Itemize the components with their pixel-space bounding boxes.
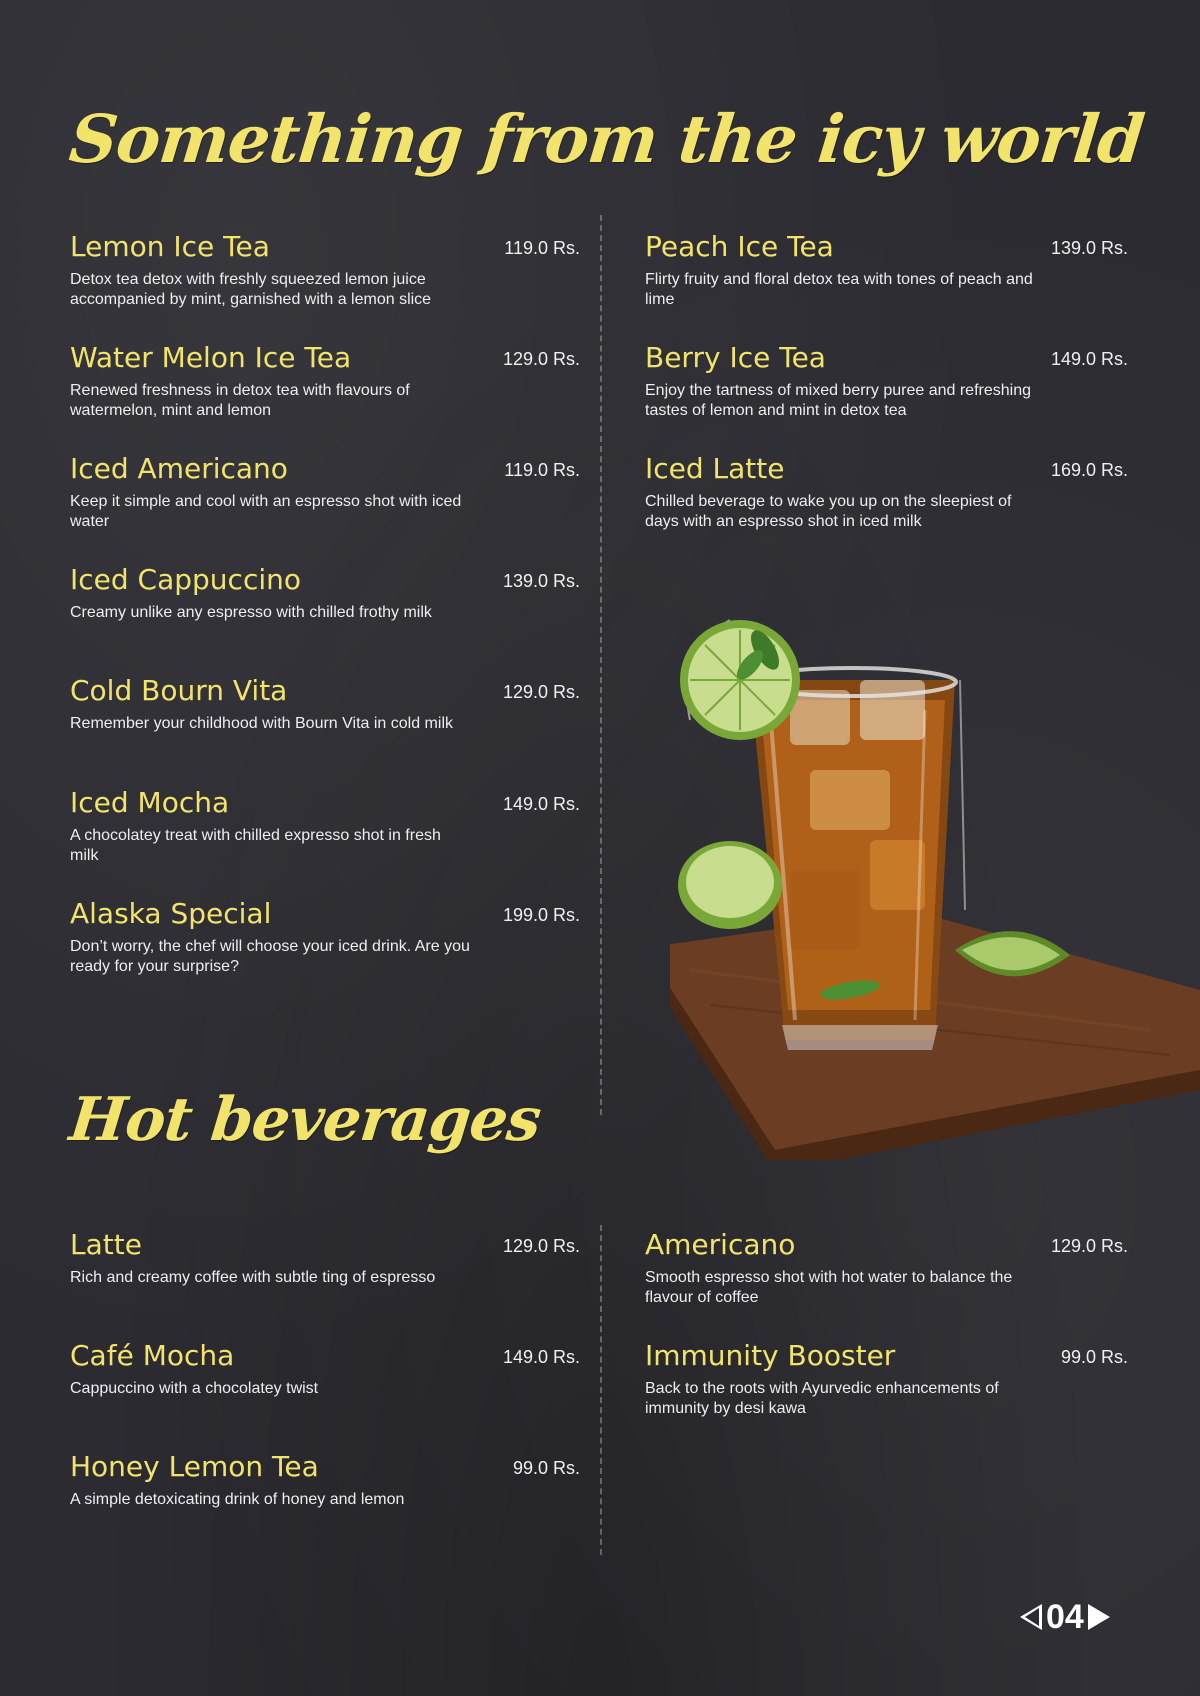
item-price: 129.0 Rs. — [502, 349, 580, 369]
item-name: Honey Lemon Tea — [70, 1450, 319, 1483]
menu-item-water-melon-ice-tea — [70, 341, 580, 421]
item-name: Iced Cappuccino — [70, 563, 301, 596]
item-description: Keep it simple and cool with an espresso shot with iced water — [70, 493, 462, 530]
iced-tea-glass-image — [670, 610, 1200, 1160]
item-description: Detox tea detox with freshly squeezed lemon juice accompanied by mint, garnished with a lemon slice — [70, 271, 432, 308]
menu-item-immunity-booster — [645, 1339, 1128, 1419]
item-description: Cappuccino with a chocolatey twist — [70, 1380, 319, 1397]
item-description: Back to the roots with Ayurvedic enhancements of immunity by desi kawa — [645, 1380, 999, 1417]
item-description: Creamy unlike any espresso with chilled frothy milk — [70, 604, 432, 621]
item-name: Immunity Booster — [645, 1339, 896, 1372]
item-price: 99.0 Rs. — [1060, 1347, 1128, 1367]
item-description: Don’t worry, the chef will choose your iced drink. Are you ready for your surprise? — [70, 938, 470, 975]
item-price: 129.0 Rs. — [502, 1236, 580, 1256]
item-price: 199.0 Rs. — [502, 905, 580, 925]
item-price: 169.0 Rs. — [1050, 460, 1128, 480]
menu-item-iced-mocha — [70, 786, 580, 866]
item-name: Peach Ice Tea — [645, 230, 834, 263]
column-divider — [600, 215, 602, 1115]
item-description: Smooth espresso shot with hot water to balance the flavour of coffee — [645, 1269, 1013, 1306]
menu-item-cafe-mocha — [70, 1339, 580, 1399]
item-name: Americano — [645, 1228, 796, 1261]
item-description: Rich and creamy coffee with subtle ting of espresso — [70, 1269, 436, 1286]
item-price: 119.0 Rs. — [504, 238, 580, 258]
item-name: Cold Bourn Vita — [70, 674, 288, 707]
menu-item-alaska-special — [70, 897, 580, 977]
item-description: Chilled beverage to wake you up on the sleepiest of days with an espresso shot in iced milk — [645, 493, 1012, 530]
item-price: 129.0 Rs. — [1050, 1236, 1128, 1256]
prev-page-icon[interactable] — [1020, 1604, 1042, 1630]
item-description: Enjoy the tartness of mixed berry puree and refreshing tastes of lemon and mint in detox tea — [645, 382, 1031, 419]
item-name: Berry Ice Tea — [645, 341, 826, 374]
item-name: Iced Latte — [645, 452, 785, 485]
page-navigation — [1020, 1600, 1110, 1634]
menu-item-cold-bourn-vita — [70, 674, 580, 734]
item-description: Flirty fruity and floral detox tea with tones of peach and lime — [645, 271, 1033, 308]
page-number: 04 — [1046, 1598, 1084, 1636]
hot-section-title: Hot beverages — [66, 1085, 544, 1155]
column-divider — [600, 1225, 602, 1555]
item-price: 99.0 Rs. — [512, 1458, 580, 1478]
menu-item-iced-americano — [70, 452, 580, 532]
item-name: Latte — [70, 1228, 142, 1261]
item-name: Alaska Special — [70, 897, 272, 930]
item-name: Lemon Ice Tea — [70, 230, 270, 263]
item-name: Iced Mocha — [70, 786, 230, 819]
icy-section-title: Something from the icy world — [65, 100, 1148, 178]
item-price: 139.0 Rs. — [502, 571, 580, 591]
item-name: Iced Americano — [70, 452, 288, 485]
menu-item-lemon-ice-tea — [70, 230, 580, 310]
item-price: 149.0 Rs. — [502, 794, 580, 814]
item-description: A chocolatey treat with chilled expresso shot in fresh milk — [70, 827, 441, 864]
item-price: 139.0 Rs. — [1050, 238, 1128, 258]
item-description: A simple detoxicating drink of honey and lemon — [70, 1491, 405, 1508]
item-price: 129.0 Rs. — [502, 682, 580, 702]
item-description: Renewed freshness in detox tea with flavours of watermelon, mint and lemon — [70, 382, 410, 419]
menu-item-peach-ice-tea — [645, 230, 1128, 310]
item-name: Water Melon Ice Tea — [70, 341, 352, 374]
menu-item-iced-latte — [645, 452, 1128, 532]
item-price: 149.0 Rs. — [502, 1347, 580, 1367]
menu-item-honey-lemon-tea — [70, 1450, 580, 1510]
item-price: 119.0 Rs. — [504, 460, 580, 480]
menu-item-berry-ice-tea — [645, 341, 1128, 421]
item-price: 149.0 Rs. — [1050, 349, 1128, 369]
item-description: Remember your childhood with Bourn Vita in cold milk — [70, 715, 453, 732]
menu-item-latte — [70, 1228, 580, 1288]
next-page-icon[interactable] — [1088, 1604, 1110, 1630]
item-name: Café Mocha — [70, 1339, 235, 1372]
menu-item-americano — [645, 1228, 1128, 1308]
menu-item-iced-cappuccino — [70, 563, 580, 623]
